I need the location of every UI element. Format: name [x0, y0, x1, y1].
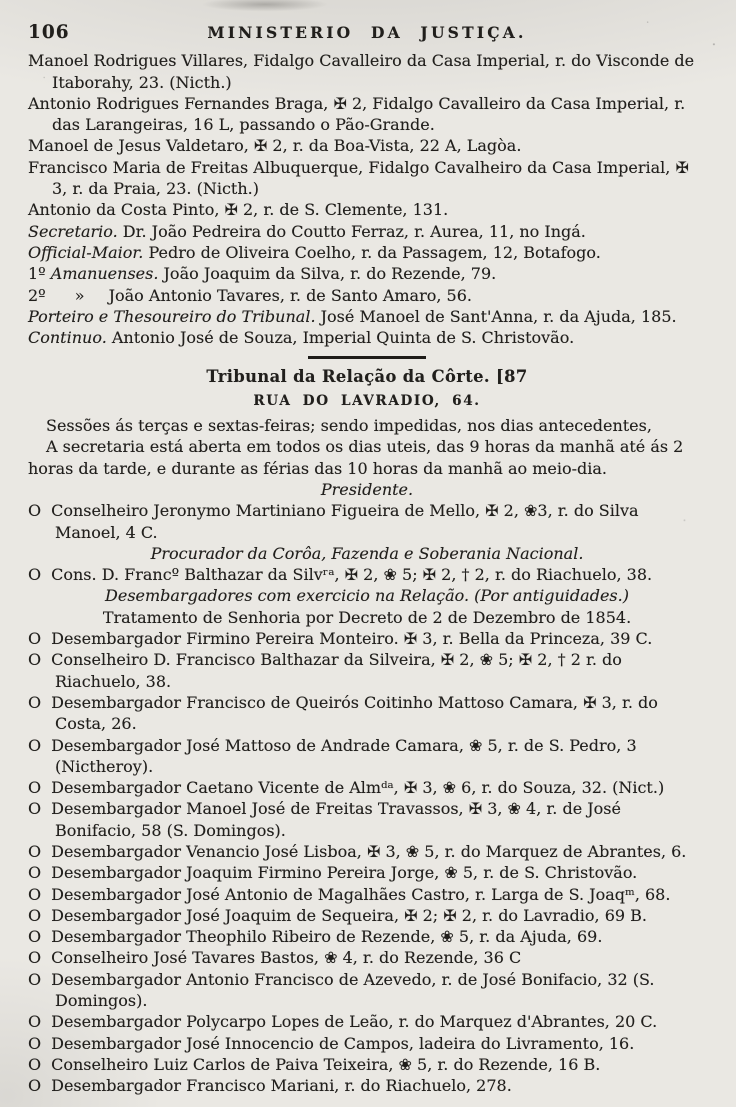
entry-prefix: O [28, 778, 42, 798]
desembargadores-label: Desembargadores com exercicio na Relação. (Por antiguidades.) [105, 586, 629, 606]
section-address: RUA DO LAVRADIO, 64. [253, 392, 481, 409]
official-entry [28, 50, 706, 93]
procurador-entry [28, 564, 706, 585]
entry-text: Desembargador Theophilo Ribeiro de Rezende, ❀ 5, r. da Ajuda, 69. [51, 927, 603, 947]
entry-prefix: O [28, 884, 42, 904]
president-label: Presidente. [320, 479, 414, 499]
entry-text: Desembargador Manoel José de Freitas Travassos, ✠ 3, ❀ 4, r. de José Bonifacio, 58 (S. Domingos). [51, 799, 621, 840]
judge-entry [28, 862, 706, 883]
entry-role-label: Secretario. [28, 221, 118, 241]
entry-ordinal: 2º [28, 285, 46, 305]
entry-prefix: O [28, 501, 42, 521]
entry-text: Antonio da Costa Pinto, ✠ 2, r. de S. Clemente, 131. [28, 200, 449, 220]
entry-text: Desembargador José Innocencio de Campos, ladeira do Livramento, 16. [51, 1033, 635, 1053]
official-entry [28, 242, 706, 263]
entry-prefix: O [28, 1054, 42, 1074]
entry-text: José Manoel de Sant'Anna, r. da Ajuda, 185. [320, 306, 677, 326]
section-divider [308, 356, 426, 359]
judge-entry [28, 628, 706, 649]
entry-role-label: Continuo. [28, 328, 107, 348]
entry-prefix: O [28, 629, 42, 649]
page-header [28, 22, 706, 43]
office-hours-note: A secretaria está aberta em todos os dias uteis, das 9 horas da manhã até ás 2 horas da tarde, e durante as férias das 10 horas da manhã ao meio-dia. [28, 437, 684, 478]
judge-entry [28, 1033, 706, 1054]
judge-entry [28, 947, 706, 968]
entry-text: Dr. João Pedreira do Coutto Ferraz, r. Aurea, 11, no Ingá. [122, 221, 586, 241]
judge-entry [28, 735, 706, 778]
entry-text: Pedro de Oliveira Coelho, r. da Passagem, 12, Botafogo. [148, 242, 601, 262]
official-entry [28, 285, 706, 306]
judge-entry [28, 649, 706, 692]
judge-entry [28, 841, 706, 862]
page-number: 106 [28, 22, 70, 43]
entry-text: Conselheiro Luiz Carlos de Paiva Teixeira, ❀ 5, r. do Rezende, 16 B. [51, 1054, 601, 1074]
entry-text: Manoel de Jesus Valdetaro, ✠ 2, r. da Boa-Vista, 22 A, Lagòa. [28, 136, 522, 156]
entry-prefix: O [28, 565, 42, 585]
judge-entry [28, 905, 706, 926]
entry-text: Desembargador José Joaquim de Sequeira, ✠ 2; ✠ 2, r. do Lavradio, 69 B. [51, 905, 647, 925]
entry-text: Conselheiro D. Francisco Balthazar da Silveira, ✠ 2, ❀ 5; ✠ 2, † 2 r. do Riachuelo, 38. [51, 650, 622, 691]
sessions-note: Sessões ás terças e sextas-feiras; sendo impedidas, nos dias antecedentes, [46, 416, 652, 436]
judge-entry [28, 926, 706, 947]
entry-prefix: O [28, 969, 42, 989]
section-title: Tribunal da Relação da Côrte. [87 [206, 367, 528, 387]
entry-text: Desembargador José Mattoso de Andrade Camara, ❀ 5, r. de S. Pedro, 3 (Nictheroy). [51, 735, 637, 776]
entry-text: Manoel Rodrigues Villares, Fidalgo Cavalleiro da Casa Imperial, r. do Visconde de Itaborahy, 23. (Nicth.) [28, 51, 695, 92]
entry-text: Desembargador Venancio José Lisboa, ✠ 3, ❀ 5, r. do Marquez de Abrantes, 6. [51, 841, 687, 861]
entry-text: João Joaquim da Silva, r. do Rezende, 79. [163, 264, 497, 284]
entry-text: Desembargador José Antonio de Magalhães Castro, r. Larga de S. Joaqᵐ, 68. [51, 884, 671, 904]
entry-text: Desembargador Joaquim Firmino Pereira Jorge, ❀ 5, r. de S. Christovão. [51, 863, 638, 883]
official-entry [28, 263, 706, 284]
entry-prefix: O [28, 799, 42, 819]
page-title: MINISTERIO DA JUSTIÇA. [207, 23, 527, 42]
entry-prefix: O [28, 948, 42, 968]
entry-role-label: Porteiro e Thesoureiro do Tribunal. [28, 306, 316, 326]
entry-text: Desembargador Antonio Francisco de Azevedo, r. de José Bonifacio, 32 (S. Domingos). [51, 969, 655, 1011]
entry-text: Desembargador Caetano Vicente de Almᵈᵃ, ✠ 3, ❀ 6, r. do Souza, 32. (Nict.) [51, 778, 665, 798]
judge-entry [28, 1011, 706, 1032]
entry-text: Desembargador Francisco de Queirós Coitinho Mattoso Camara, ✠ 3, r. do Costa, 26. [51, 692, 658, 734]
judges-list [28, 628, 706, 1097]
entry-prefix: O [28, 863, 42, 883]
entry-prefix: O [28, 1033, 42, 1053]
official-entry [28, 199, 706, 220]
entry-text: Antonio Rodrigues Fernandes Braga, ✠ 2, Fidalgo Cavalleiro da Casa Imperial, r. das Larangeiras, 16 L, passando o Pão-Grande. [28, 93, 686, 135]
official-entry [28, 221, 706, 242]
judge-entry [28, 777, 706, 798]
judge-entry [28, 798, 706, 841]
entry-prefix: O [28, 692, 42, 712]
entry-text: Desembargador Firmino Pereira Monteiro. ✠ 3, r. Bella da Princeza, 39 C. [51, 629, 653, 649]
official-entry [28, 135, 706, 156]
entry-text: Desembargador Polycarpo Lopes de Leão, r. do Marquez d'Abrantes, 20 C. [51, 1012, 658, 1032]
entry-ordinal: 1º [28, 264, 46, 284]
entry-text: Francisco Maria de Freitas Albuquerque, Fidalgo Cavalheiro da Casa Imperial, ✠ 3, r. da Praia, 23. (Nicth.) [28, 157, 689, 199]
entry-text: Antonio José de Souza, Imperial Quinta de S. Christovão. [111, 328, 575, 348]
entry-prefix: O [28, 927, 42, 947]
judge-entry [28, 884, 706, 905]
procurador-label: Procurador da Corôa, Fazenda e Soberania Nacional. [150, 543, 584, 563]
treatment-note: Tratamento de Senhoria por Decreto de 2 de Dezembro de 1854. [102, 607, 632, 627]
entry-role-label: Official-Maior. [28, 242, 144, 262]
judge-entry [28, 1054, 706, 1075]
entry-text: » João Antonio Tavares, r. de Santo Amaro, 56. [50, 285, 472, 305]
entry-text: Conselheiro Jeronymo Martiniano Figueira de Mello, ✠ 2, ❀3, r. do Silva Manoel, 4 C. [51, 501, 639, 542]
official-entry [28, 327, 706, 348]
entry-prefix: O [28, 1076, 42, 1096]
entry-prefix: O [28, 650, 42, 670]
judge-entry [28, 1075, 706, 1096]
entry-prefix: O [28, 841, 42, 861]
official-entry [28, 93, 706, 136]
judge-entry [28, 692, 706, 735]
officials-list [28, 50, 706, 348]
official-entry [28, 306, 706, 327]
entry-prefix: O [28, 735, 42, 755]
entry-prefix: O [28, 1012, 42, 1032]
entry-text: Desembargador Francisco Mariani, r. do Riachuelo, 278. [51, 1076, 512, 1096]
entry-text: Conselheiro José Tavares Bastos, ❀ 4, r. do Rezende, 36 C [51, 948, 522, 968]
judge-entry [28, 969, 706, 1012]
president-entry [28, 500, 706, 543]
official-entry [28, 157, 706, 200]
entry-text: Cons. D. Francº Balthazar da Silvʳᵃ, ✠ 2, ❀ 5; ✠ 2, † 2, r. do Riachuelo, 38. [51, 565, 653, 585]
entry-prefix: O [28, 905, 42, 925]
entry-role-label: Amanuenses. [50, 264, 159, 284]
